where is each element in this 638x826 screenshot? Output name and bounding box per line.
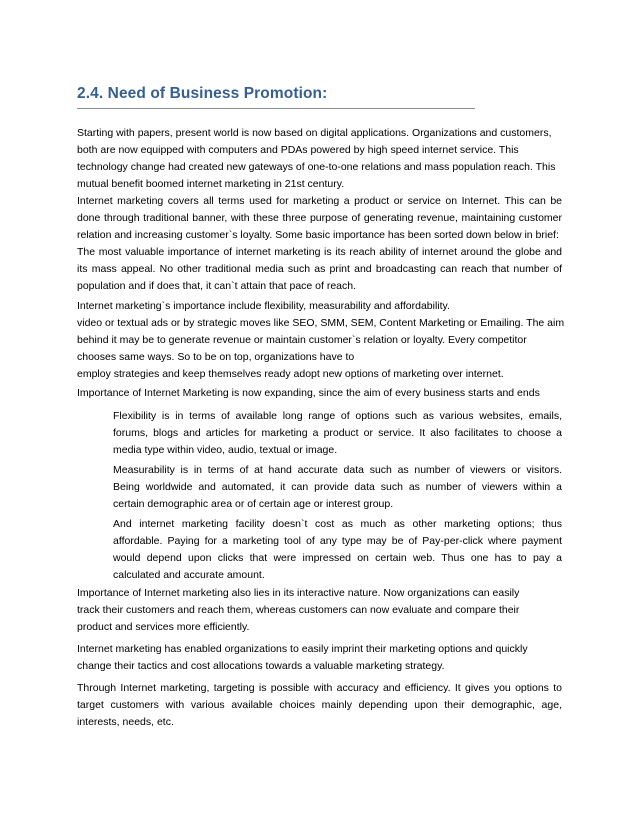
- text-line: Flexibility is in terms of available long range of options such as various websites, emails,: [113, 410, 562, 422]
- text-line: certain demographic area or of certain age or interest group.: [113, 498, 394, 510]
- point-measurability: [113, 462, 562, 513]
- paragraph-coverage: [77, 193, 562, 244]
- text-line: track their customers and reach them, whereas customers can now evaluate and compare their: [77, 604, 520, 616]
- paragraph-targeting: [77, 680, 562, 731]
- text-line: employ strategies and keep themselves ready adopt new options of marketing over internet.: [77, 368, 504, 380]
- text-line: product and services more efficiently.: [77, 621, 250, 633]
- text-line: done through traditional banner, with these three purpose of generating revenue, maintaining customer: [77, 212, 562, 224]
- paragraph-interactive: [77, 585, 562, 636]
- section-heading: 2.4. Need of Business Promotion:: [77, 85, 328, 102]
- heading-underline: [77, 108, 475, 109]
- text-line: media type within video, audio, textual or image.: [113, 444, 338, 456]
- text-line: Importance of Internet Marketing is now expanding, since the aim of every business starts and ends: [77, 387, 540, 399]
- text-line: both are now equipped with computers and PDAs powered by high speed internet service. This: [77, 144, 519, 156]
- text-line: Being worldwide and automated, it can provide data such as number of viewers within a: [113, 481, 562, 493]
- paragraph-imprint: [77, 641, 562, 675]
- text-line: Internet marketing has enabled organizations to easily imprint their marketing options and quickly: [77, 643, 528, 655]
- text-line: target customers with various available choices mainly depending upon their demographic, age,: [77, 699, 562, 711]
- text-line: The most valuable importance of internet marketing is its reach ability of internet around the globe and: [77, 246, 562, 258]
- paragraph-expanding: [77, 385, 562, 402]
- text-line: Internet marketing covers all terms used for marketing a product or service on Internet. This can be: [77, 195, 562, 207]
- paragraph-importance: [77, 298, 565, 383]
- text-line: video or textual ads or by strategic moves like SEO, SMM, SEM, Content Marketing or Emailing. The aim: [77, 317, 565, 329]
- text-line: mutual benefit boomed internet marketing in 21st century.: [77, 178, 345, 190]
- text-line: relation and increasing customer`s loyalty. Some basic importance has been sorted down below in brief:: [77, 229, 559, 241]
- point-affordability: [113, 516, 562, 584]
- text-line: would depend upon clicks that were impressed on certain web. Thus one has to pay a: [113, 552, 562, 564]
- paragraph-reach: [77, 244, 562, 295]
- text-line: Measurability is in terms of at hand accurate data such as number of viewers or visitors.: [113, 464, 562, 476]
- text-line: technology change had created new gateways of one-to-one relations and mass population reach. This: [77, 161, 556, 173]
- text-line: Through Internet marketing, targeting is possible with accuracy and efficiency. It gives you options to: [77, 682, 562, 694]
- text-line: behind it may be to generate revenue or maintain customer`s relation or loyalty. Every competitor: [77, 334, 527, 346]
- text-line: Starting with papers, present world is now based on digital applications. Organizations and customers,: [77, 127, 552, 139]
- text-line: calculated and accurate amount.: [113, 569, 265, 581]
- text-line: change their tactics and cost allocations towards a valuable marketing strategy.: [77, 660, 445, 672]
- paragraph-intro: [77, 125, 562, 193]
- text-line: chooses same ways. So to be on top, organizations have to: [77, 351, 355, 363]
- text-line: its mass appeal. No other traditional media such as print and broadcasting can reach that number of: [77, 263, 562, 275]
- text-line: And internet marketing facility doesn`t cost as much as other marketing options; thus: [113, 518, 562, 530]
- text-line: Internet marketing`s importance include flexibility, measurability and affordability.: [77, 300, 450, 312]
- point-flexibility: [113, 408, 562, 459]
- text-line: Importance of Internet marketing also lies in its interactive nature. Now organizations can easily: [77, 587, 520, 599]
- text-line: forums, blogs and articles for marketing a product or service. It also facilitates to choose a: [113, 427, 562, 439]
- text-line: interests, needs, etc.: [77, 716, 174, 728]
- text-line: population and if does that, it can`t attain that pace of reach.: [77, 280, 357, 292]
- text-line: affordable. Paying for a marketing tool of any type may be of Pay-per-click where payment: [113, 535, 562, 547]
